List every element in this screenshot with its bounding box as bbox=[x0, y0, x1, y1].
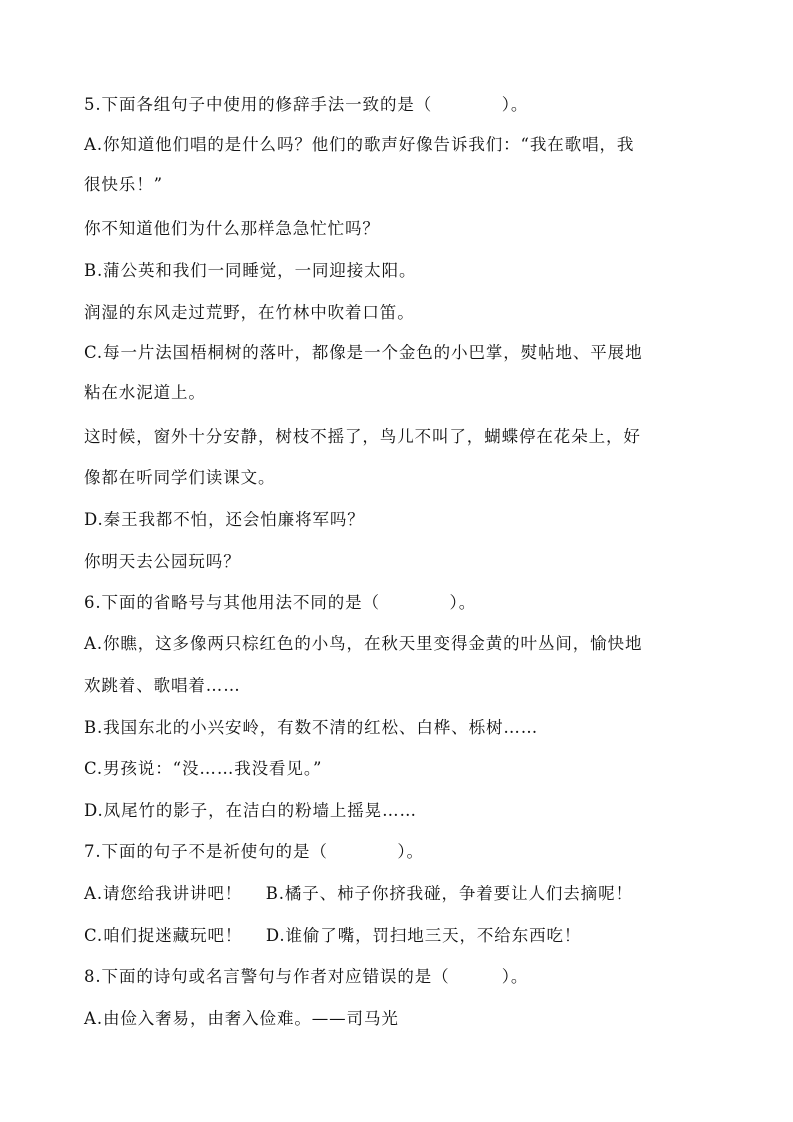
q6-option-a-line-2: 欢跳着、歌唱着…… bbox=[84, 676, 241, 695]
q5-option-b-line-1: B.蒲公英和我们一同睡觉，一同迎接太阳。 bbox=[84, 261, 417, 280]
q6-option-b: B.我国东北的小兴安岭，有数不清的红松、白桦、栎树…… bbox=[84, 718, 539, 737]
q6-option-a-line-1: A.你瞧，这多像两只棕红色的小鸟，在秋天里变得金黄的叶丛间，愉快地 bbox=[84, 634, 643, 653]
question-8-stem: 8.下面的诗句或名言警句与作者对应错误的是（ ）。 bbox=[84, 967, 529, 986]
q7-options-c-d: C.咱们捉迷藏玩吧！ D.谁偷了嘴，罚扫地三天，不给东西吃！ bbox=[84, 926, 582, 945]
q6-option-d: D.凤尾竹的影子，在洁白的粉墙上摇晃…… bbox=[84, 801, 417, 820]
question-7-stem: 7.下面的句子不是祈使句的是（ ）。 bbox=[84, 842, 424, 861]
q5-option-c-line-3: 这时候，窗外十分安静，树枝不摇了，鸟儿不叫了，蝴蝶停在花朵上，好 bbox=[84, 427, 641, 446]
question-6-stem: 6.下面的省略号与其他用法不同的是（ ）。 bbox=[84, 593, 477, 612]
question-5-stem: 5.下面各组句子中使用的修辞手法一致的是（ ）。 bbox=[84, 95, 529, 114]
q5-option-c-line-1: C.每一片法国梧桐树的落叶，都像是一个金色的小巴掌，熨帖地、平展地 bbox=[84, 343, 643, 362]
q5-option-a-line-1: A.你知道他们唱的是什么吗？他们的歌声好像告诉我们：“我在歌唱，我 bbox=[84, 135, 635, 154]
q5-option-c-line-4: 像都在听同学们读课文。 bbox=[84, 468, 276, 487]
q5-option-a-line-3: 你不知道他们为什么那样急急忙忙吗？ bbox=[84, 219, 380, 238]
q5-option-c-line-2: 粘在水泥道上。 bbox=[84, 383, 206, 402]
q5-option-a-line-2: 很快乐！” bbox=[84, 175, 163, 194]
q5-option-d-line-2: 你明天去公园玩吗？ bbox=[84, 552, 241, 571]
q8-option-a: A.由俭入奢易，由奢入俭难。——司马光 bbox=[84, 1009, 399, 1028]
q5-option-d-line-1: D.秦王我都不怕，还会怕廉将军吗？ bbox=[84, 510, 365, 529]
q5-option-b-line-2: 润湿的东风走过荒野，在竹林中吹着口笛。 bbox=[84, 303, 415, 322]
q7-options-a-b: A.请您给我讲讲吧！ B.橘子、柿子你挤我碰，争着要让人们去摘呢！ bbox=[84, 884, 633, 903]
q6-option-c: C.男孩说：“没……我没看见。” bbox=[84, 759, 323, 778]
